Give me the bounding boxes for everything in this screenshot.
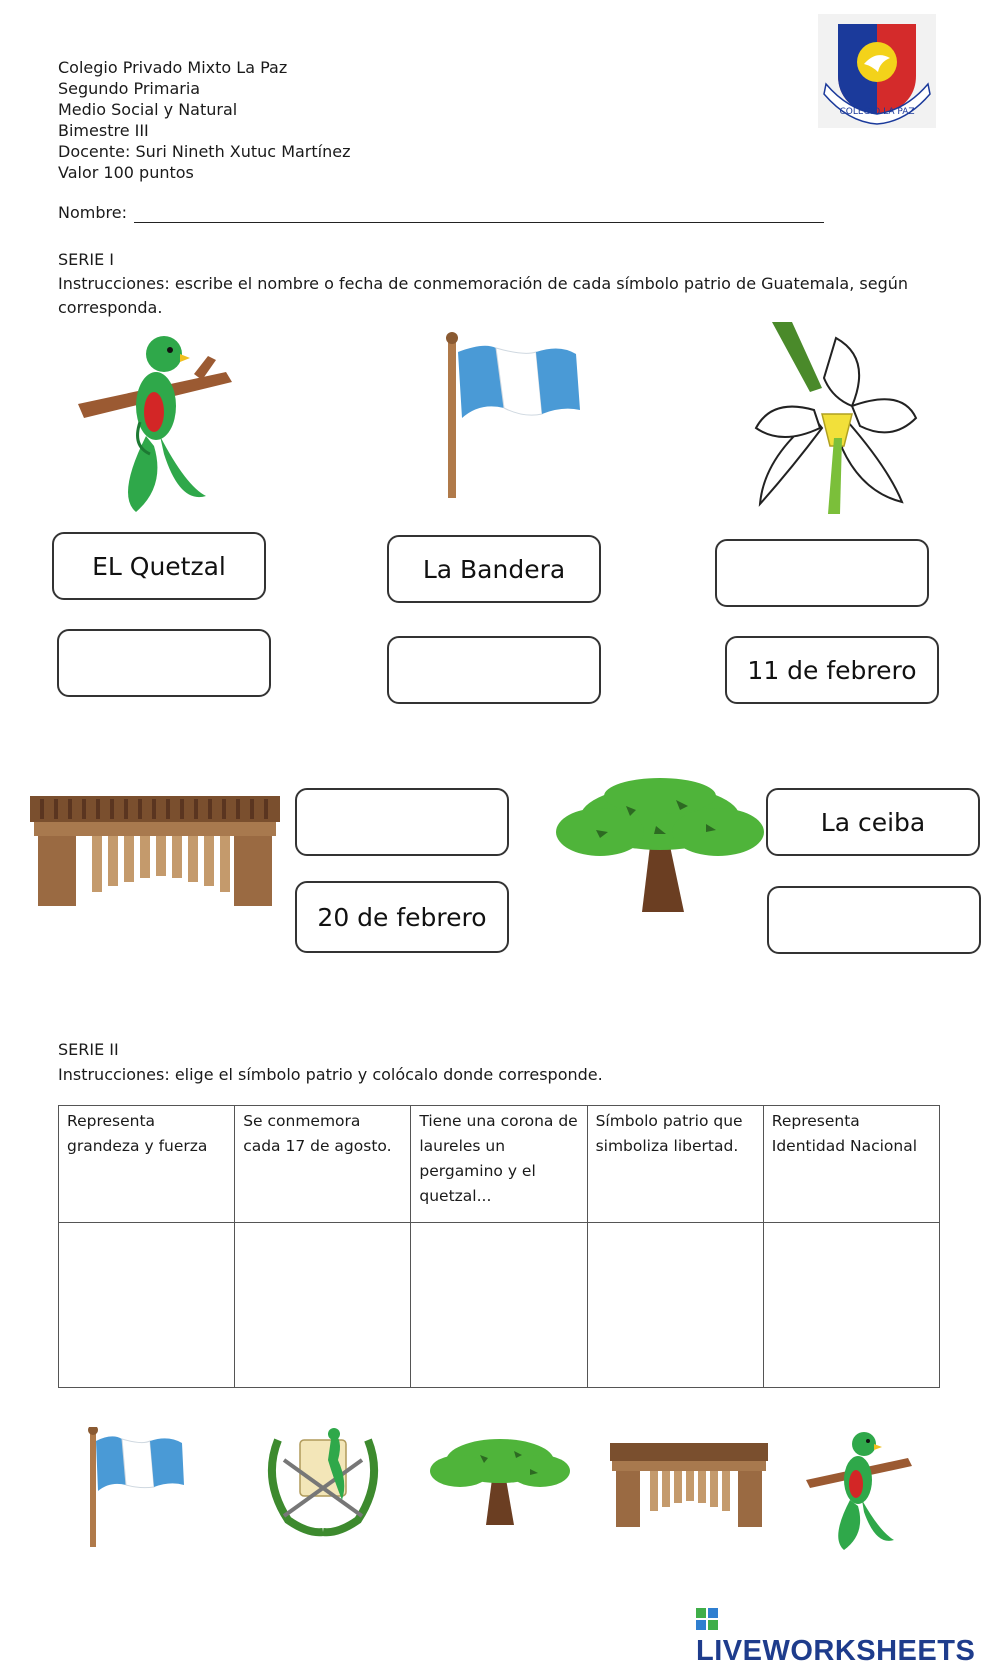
drop-zone[interactable] [59, 1223, 235, 1388]
liveworksheets-icon [696, 1608, 718, 1630]
flag-name-box[interactable]: La Bandera [387, 535, 601, 603]
drop-zone[interactable] [235, 1223, 411, 1388]
marimba-name-box[interactable] [295, 788, 509, 856]
subject: Medio Social y Natural [58, 100, 238, 119]
logo-text: COLEGIO LA PAZ [839, 107, 915, 117]
ceiba-date-box[interactable] [767, 886, 981, 954]
monja-date-box[interactable]: 11 de febrero [725, 636, 939, 704]
column-header: Símbolo patrio que simboliza libertad. [587, 1106, 763, 1223]
grade: Segundo Primaria [58, 79, 201, 98]
value: Valor 100 puntos [58, 163, 194, 182]
draggable-quetzal[interactable] [804, 1424, 916, 1556]
school-logo [818, 14, 936, 128]
serie2-title: SERIE II [58, 1040, 119, 1059]
quetzal-image [76, 326, 236, 522]
serie1-instructions: Instrucciones: escribe el nombre o fecha de conmemoración de cada símbolo patrio de Guatemala, según corresponda. [58, 274, 909, 317]
school-name: Colegio Privado Mixto La Paz [58, 58, 288, 77]
serie1-title: SERIE I [58, 250, 115, 269]
matching-table [58, 1105, 940, 1388]
drop-zone[interactable] [411, 1223, 587, 1388]
monja-blanca-image [752, 318, 922, 518]
column-header: Representa Identidad Nacional [763, 1106, 939, 1223]
flag-date-box[interactable] [387, 636, 601, 704]
draggable-ceiba[interactable] [430, 1433, 572, 1525]
column-header: Tiene una corona de laureles un pergamino y el quetzal... [411, 1106, 587, 1223]
term: Bimestre III [58, 121, 149, 140]
brand-text: LIVEWORKSHEETS [696, 1635, 976, 1667]
serie2-instructions: Instrucciones: elige el símbolo patrio y colócalo donde corresponde. [58, 1065, 603, 1084]
drop-zone[interactable] [587, 1223, 763, 1388]
flag-image [444, 332, 594, 502]
marimba-date-box[interactable]: 20 de febrero [295, 881, 509, 953]
monja-name-box[interactable] [715, 539, 929, 607]
name-label: Nombre: [58, 203, 127, 222]
name-line [134, 222, 824, 223]
ceiba-image [556, 776, 766, 914]
ceiba-name-box[interactable]: La ceiba [766, 788, 980, 856]
draggable-coat-of-arms[interactable] [258, 1420, 388, 1540]
liveworksheets-brand [696, 1602, 1000, 1668]
draggable-marimba[interactable] [610, 1443, 768, 1529]
drop-zone[interactable] [763, 1223, 939, 1388]
draggable-flag[interactable] [84, 1427, 192, 1549]
quetzal-name-box[interactable]: EL Quetzal [52, 532, 266, 600]
column-header: Representa grandeza y fuerza [59, 1106, 235, 1223]
column-header: Se conmemora cada 17 de agosto. [235, 1106, 411, 1223]
teacher: Docente: Suri Nineth Xutuc Martínez [58, 142, 351, 161]
quetzal-date-box[interactable] [57, 629, 271, 697]
marimba-image [30, 796, 280, 908]
